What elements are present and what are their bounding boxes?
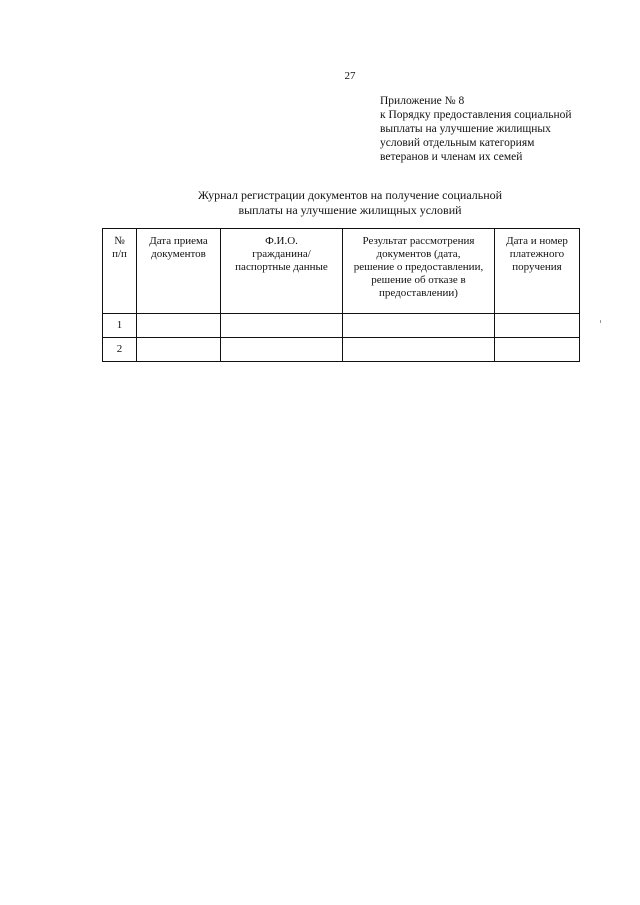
page-number: 27 (344, 70, 356, 82)
column-header-line: п/п (112, 248, 127, 260)
column-header-line: платежного (509, 248, 565, 260)
column-header-review-result (343, 229, 495, 314)
table-cell-receipt-date (137, 338, 221, 362)
table-cell-citizen-name (221, 314, 343, 338)
column-header-line: Дата и номер (506, 235, 568, 247)
column-header-line: гражданина/ (252, 248, 311, 260)
column-header-receipt-date (137, 229, 221, 314)
column-header-line: поручения (512, 261, 562, 273)
registration-journal-table (102, 228, 580, 362)
table-cell-review-result (343, 314, 495, 338)
column-header-line: решение о предоставлении, (353, 261, 484, 273)
appendix-note (380, 94, 600, 164)
column-header-line: Дата приема (149, 235, 208, 247)
column-header-number (103, 229, 137, 314)
column-header-citizen-name (221, 229, 343, 314)
column-header-line: № (114, 235, 125, 247)
table-cell-payment-order (495, 338, 580, 362)
column-header-line: решение об отказе в (371, 274, 466, 286)
table-cell-number: 1 (103, 314, 137, 338)
table-row (103, 338, 580, 362)
document-title-line: выплаты на улучшение жилищных условий (238, 202, 462, 217)
column-header-line: Результат рассмотрения (362, 235, 475, 247)
appendix-line: условий отдельным категориям (380, 137, 535, 149)
table-row (103, 314, 580, 338)
document-title (150, 188, 550, 217)
column-header-payment-order (495, 229, 580, 314)
document-title-line: Журнал регистрации документов на получение социальной (197, 188, 503, 202)
appendix-line: Приложение № 8 (380, 95, 465, 107)
appendix-line: выплаты на улучшение жилищных (380, 123, 551, 135)
table-header-row (103, 229, 580, 314)
column-header-line: документов (151, 248, 206, 260)
table-cell-number: 2 (103, 338, 137, 362)
table-cell-citizen-name (221, 338, 343, 362)
column-header-line: Ф.И.О. (265, 235, 298, 247)
column-header-line: паспортные данные (235, 261, 328, 273)
scan-edge-mark (600, 320, 601, 323)
table-cell-review-result (343, 338, 495, 362)
table-cell-payment-order (495, 314, 580, 338)
appendix-line: к Порядку предоставления социальной (380, 109, 572, 121)
column-header-line: документов (дата, (376, 248, 461, 260)
column-header-line: предоставлении) (379, 287, 458, 299)
appendix-line: ветеранов и членам их семей (380, 151, 523, 163)
table-cell-receipt-date (137, 314, 221, 338)
